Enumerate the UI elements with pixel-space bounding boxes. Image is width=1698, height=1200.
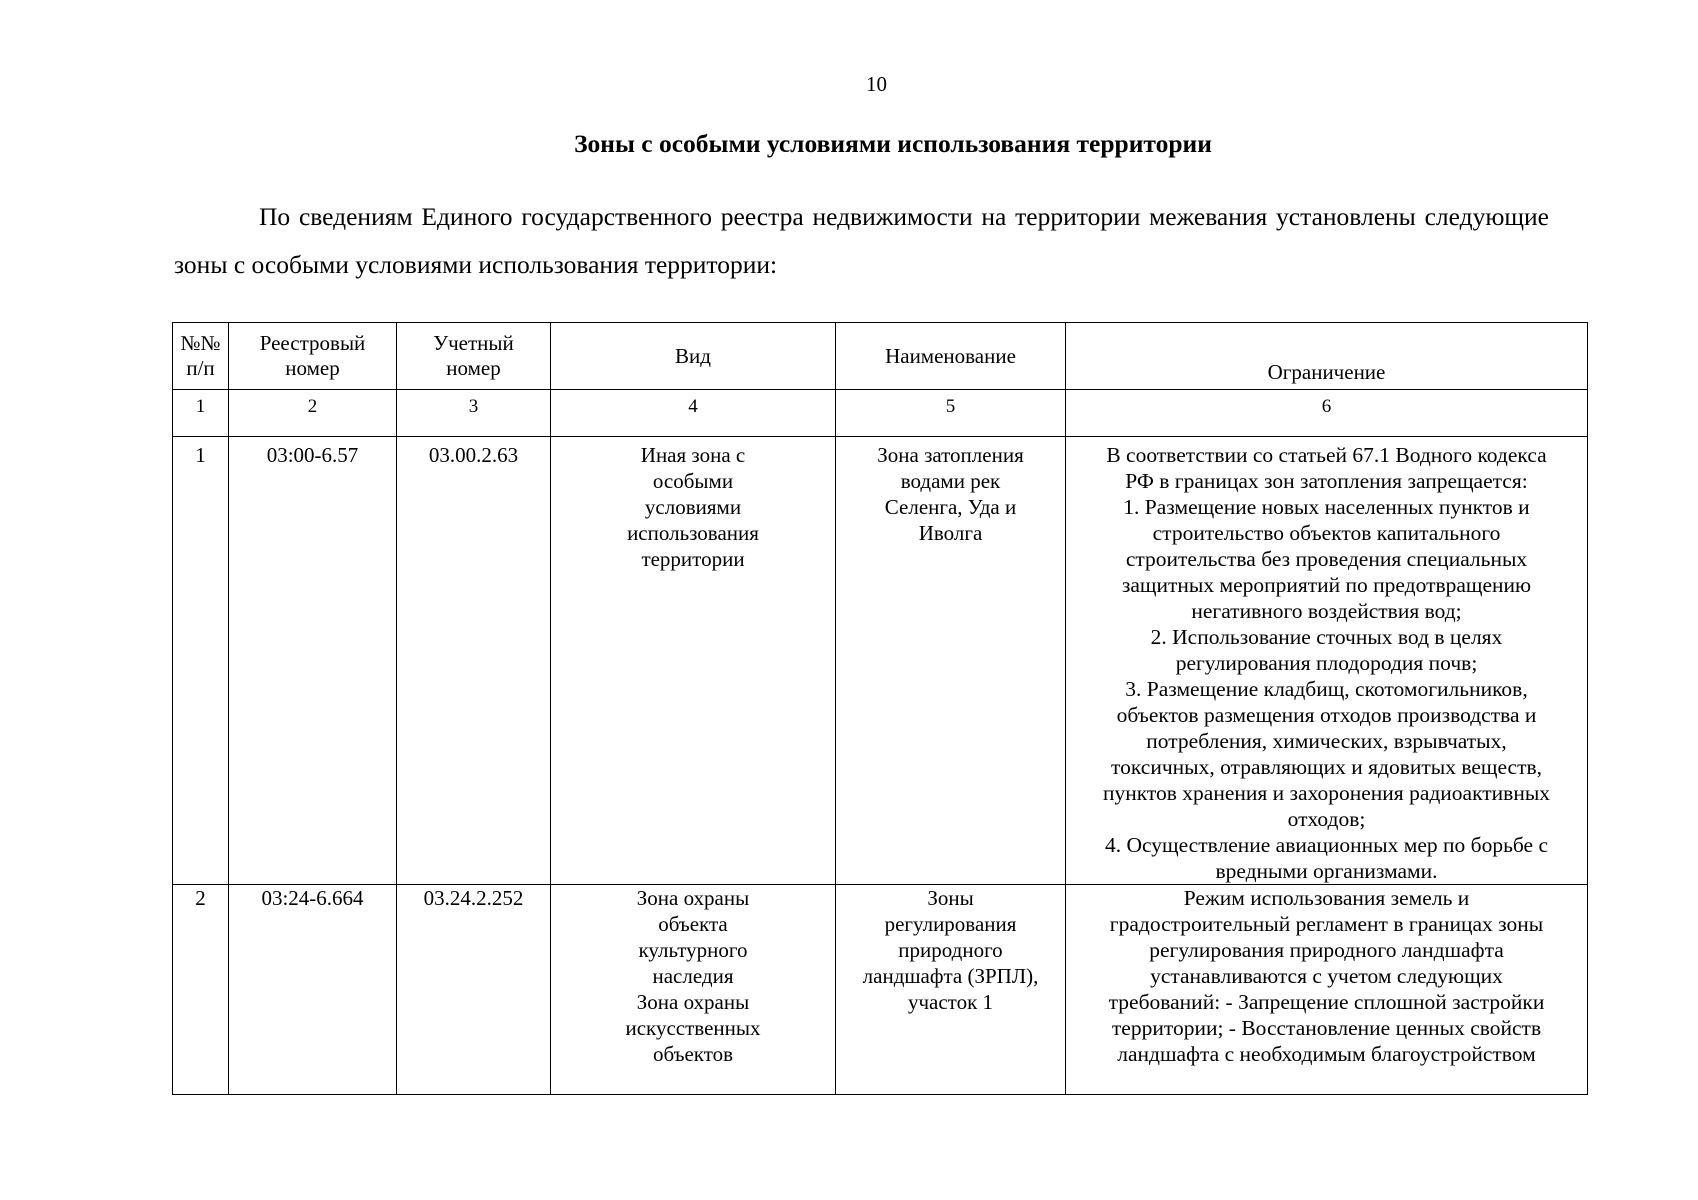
row-account-number: 03.24.2.252 (397, 885, 551, 1095)
header-registry-number: Реестровый номер (229, 323, 397, 390)
row-registry-number: 03:00-6.57 (229, 437, 397, 885)
row-registry-number: 03:24-6.664 (229, 885, 397, 1095)
row-restriction: Режим использования земель и градостроительный регламент в границах зоны регулирования природного ландшафта устанавливаются с учетом следующих требований: - Запрещение сплошной застройки территории; - Восстановление ценных свойств ландшафта с необходимым благоустройством (1066, 885, 1588, 1095)
row-name: Зоны регулирования природного ландшафта (ЗРПЛ), участок 1 (836, 885, 1066, 1095)
row-account-number: 03.00.2.63 (397, 437, 551, 885)
row-restriction: В соответствии со статьей 67.1 Водного кодекса РФ в границах зон затопления запрещается: 1. Размещение новых населенных пунктов и строительство объектов капитального строительства без проведения специальных защитных мероприятий по предотвращению негативного воздействия вод; 2. Использование сточных вод в целях регулирования плодородия почв; 3. Размещение кладбищ, скотомогильников, объектов размещения отходов производства и потребления, химических, взрывчатых, токсичных, отравляющих и ядовитых веществ, пунктов хранения и захоронения радиоактивных отходов; 4. Осуществление авиационных мер по борьбе с вредными организмами. (1066, 437, 1588, 885)
header-restriction: Ограничение (1066, 323, 1588, 390)
row-type: Иная зона с особыми условиями использования территории (551, 437, 836, 885)
header-account-number: Учетный номер (397, 323, 551, 390)
row-name: Зона затопления водами рек Селенга, Уда и Иволга (836, 437, 1066, 885)
column-number: 6 (1066, 390, 1588, 437)
header-name: Наименование (836, 323, 1066, 390)
column-number: 1 (173, 390, 229, 437)
column-numbers-row (173, 390, 1588, 437)
row-type: Зона охраны объекта культурного наследия Зона охраны искусственных объектов (551, 885, 836, 1095)
intro-paragraph: По сведениям Единого государственного реестра недвижимости на территории межевания установлены следующие зоны с особыми условиями использования территории: (174, 202, 1549, 279)
column-number: 4 (551, 390, 836, 437)
header-type: Вид (551, 323, 836, 390)
row-num: 2 (173, 885, 229, 1095)
column-number: 3 (397, 390, 551, 437)
page-number: 10 (866, 72, 887, 96)
table-row (173, 437, 1588, 885)
document-title: Зоны с особыми условиями использования территории (574, 129, 1212, 158)
table-header-row (173, 323, 1588, 390)
row-num: 1 (173, 437, 229, 885)
table-row (173, 885, 1588, 1095)
header-num: №№ п/п (173, 323, 229, 390)
zones-table (172, 322, 1588, 1095)
column-number: 2 (229, 390, 397, 437)
column-number: 5 (836, 390, 1066, 437)
